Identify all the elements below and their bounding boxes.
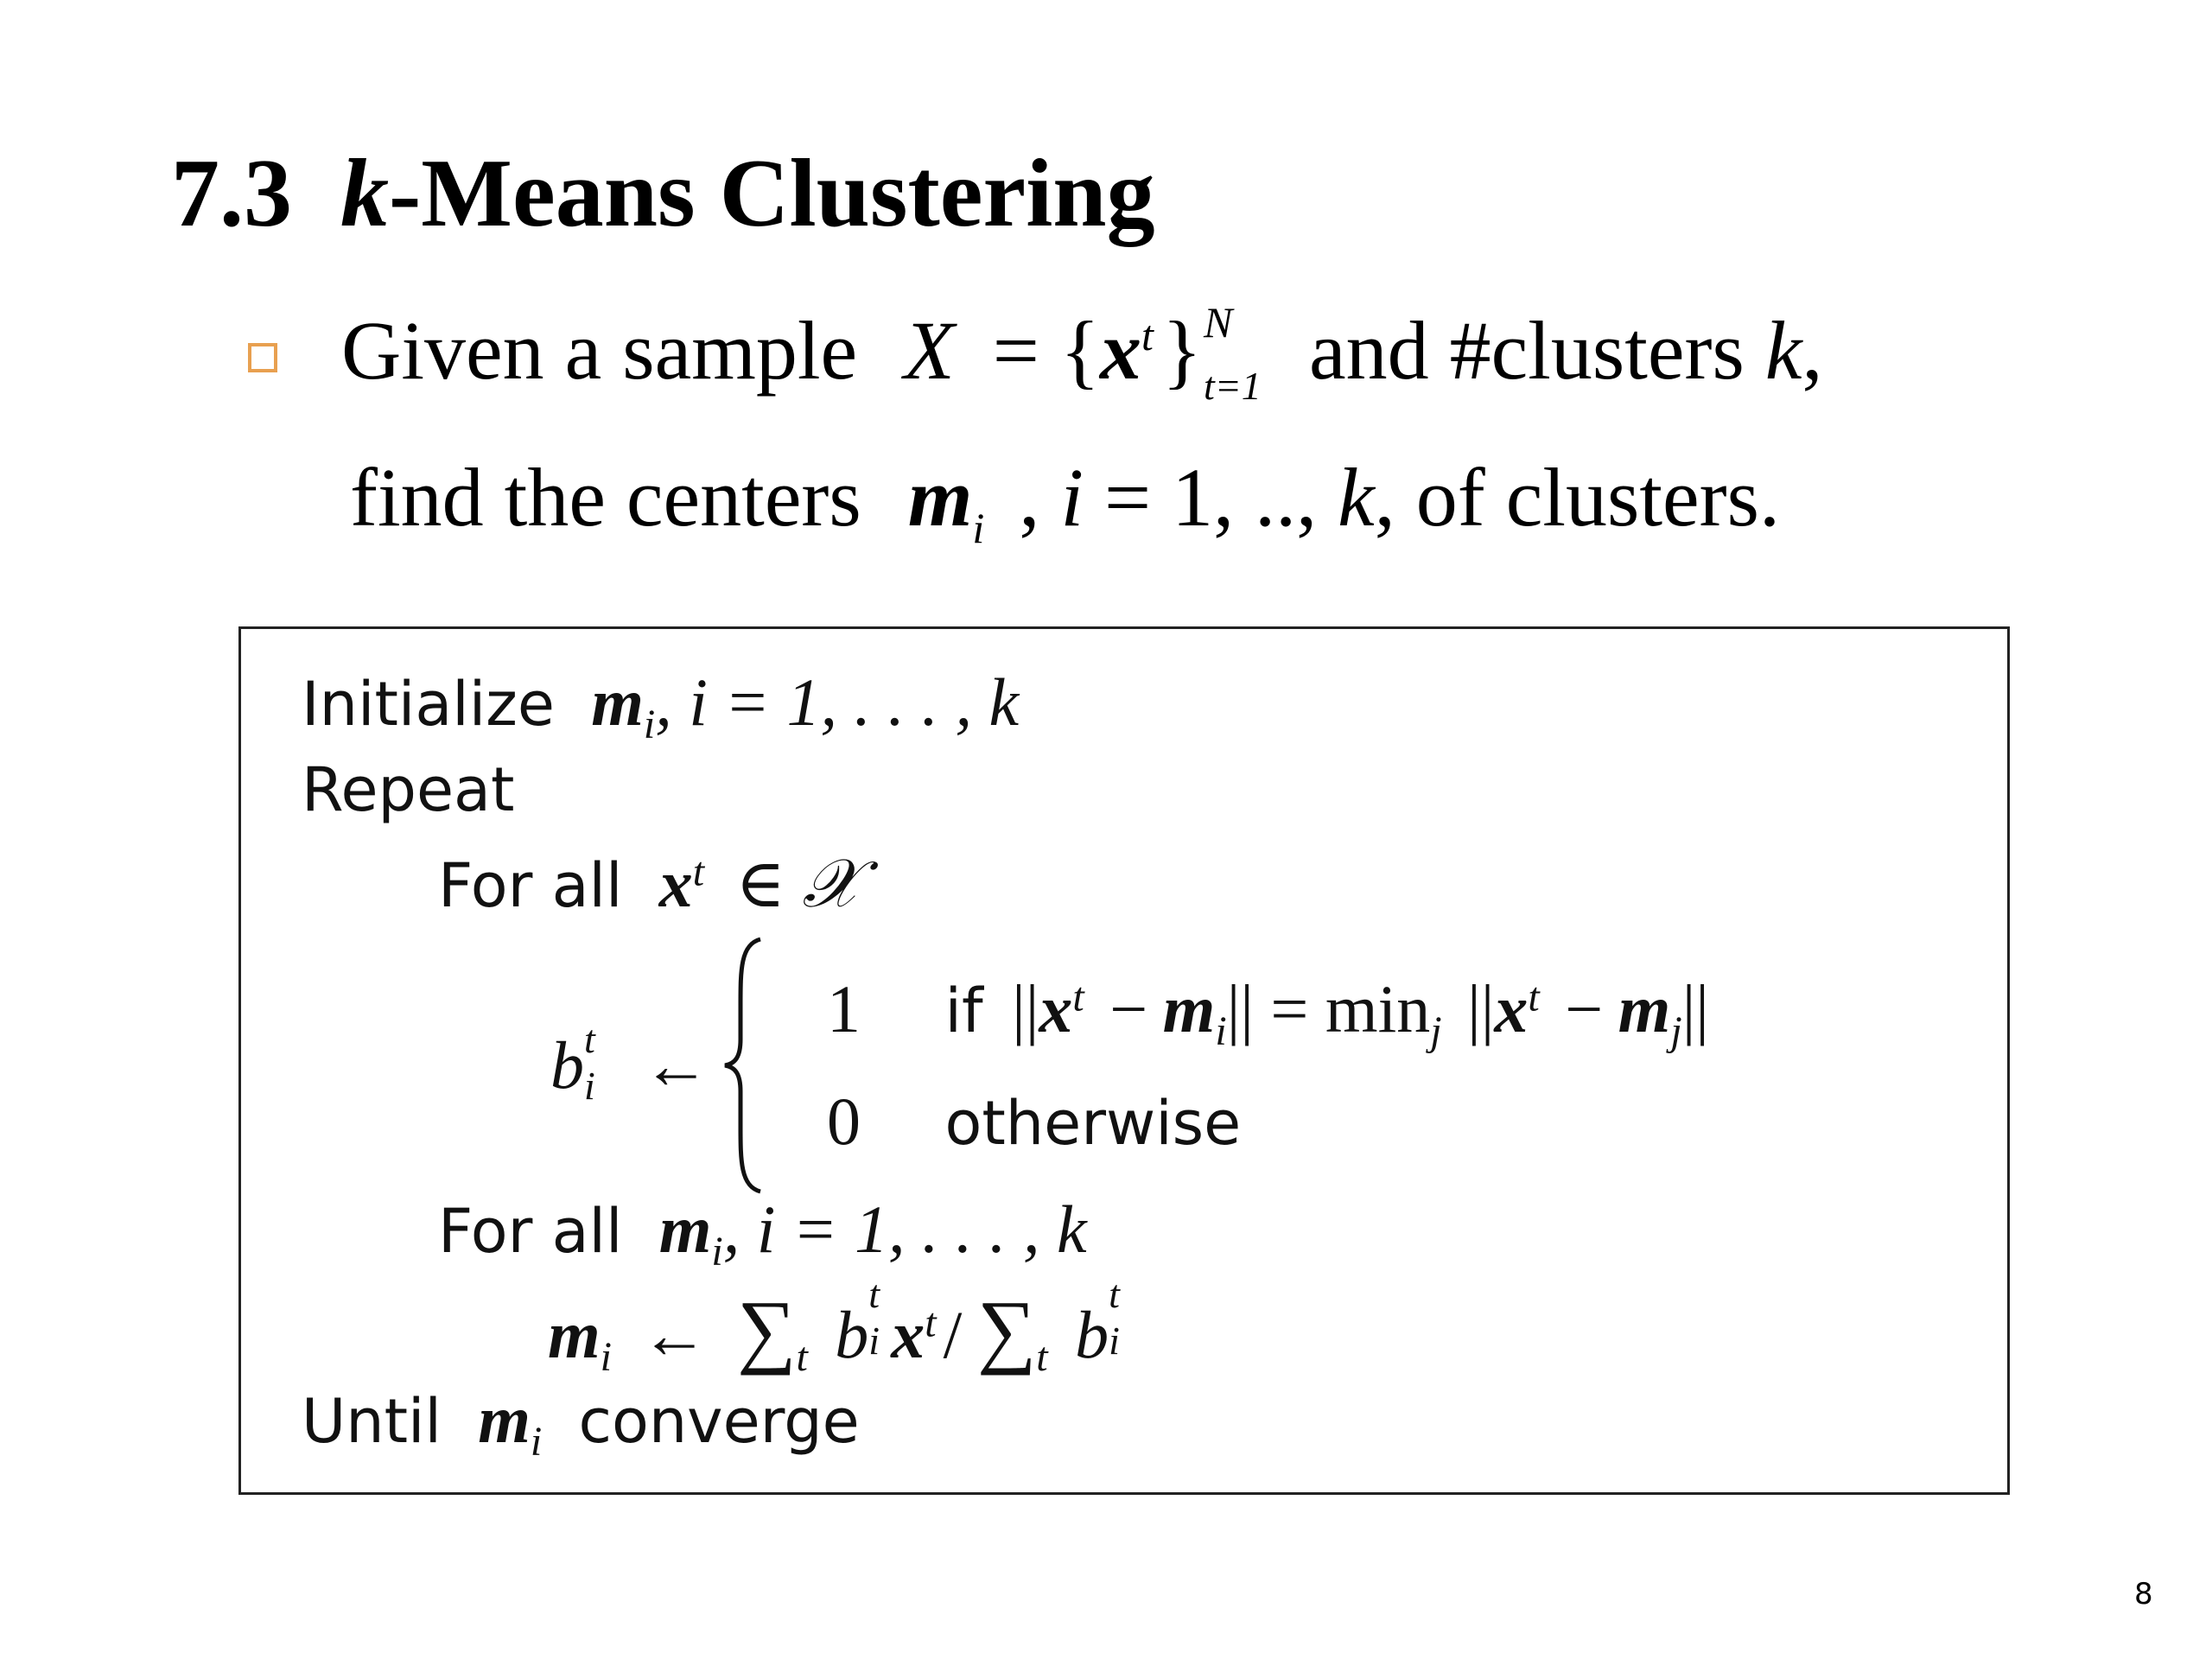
initialize-math: , i = 1, . . . , k xyxy=(655,664,1020,740)
math-sub-t1: t=1 xyxy=(1203,364,1262,408)
cases-brace-icon xyxy=(721,936,765,1195)
math-sup-t: t xyxy=(1141,311,1154,359)
case1-x2-sup: t xyxy=(1528,974,1540,1020)
algo-until xyxy=(302,1381,860,1465)
until-label: Until xyxy=(302,1386,442,1457)
line2-sep: , xyxy=(1019,451,1040,543)
case1-x: x xyxy=(1039,971,1073,1046)
math-close: } xyxy=(1161,304,1202,397)
algorithm-box xyxy=(238,626,2010,1495)
update-b2-sup: t xyxy=(1109,1272,1120,1316)
bullet-square-icon xyxy=(248,343,277,372)
until-m-sub: i xyxy=(530,1419,543,1465)
update-sum2: ∑ xyxy=(976,1283,1037,1376)
math-k: k xyxy=(1764,304,1802,397)
init-m: m xyxy=(591,664,644,740)
math-X: X xyxy=(904,304,955,397)
algo-for-all-x xyxy=(438,845,861,924)
algo-case-1 xyxy=(827,970,1709,1055)
initialize-label: Initialize xyxy=(302,669,555,740)
case1-m: m xyxy=(1162,971,1216,1046)
case1-x2: x xyxy=(1494,971,1529,1046)
algo-initialize xyxy=(302,664,1019,748)
update-sum2-sub: t xyxy=(1036,1334,1048,1380)
case0-value: 0 xyxy=(827,1084,861,1159)
section-number: 7.3 xyxy=(171,140,292,247)
line2-suffix: , of clusters. xyxy=(1374,451,1780,543)
case0-text: otherwise xyxy=(944,1088,1242,1159)
case1-value: 1 xyxy=(827,971,861,1046)
b-arrow: ← xyxy=(642,1027,710,1103)
b-symbol: b xyxy=(550,1027,584,1103)
case1-m-sub: i xyxy=(1215,1008,1227,1054)
case1-end: || xyxy=(1681,971,1709,1046)
bullet-line-1 xyxy=(341,298,1823,408)
bullet-line-1-prefix: Given a sample xyxy=(341,304,858,397)
line2-mid: = 1, .., xyxy=(1104,451,1318,543)
update-arrow: ← xyxy=(640,1297,709,1372)
for-m-sub: i xyxy=(711,1229,723,1274)
update-b-sub: i xyxy=(868,1319,880,1363)
page-number: 8 xyxy=(2134,1577,2153,1611)
for-m: m xyxy=(658,1192,712,1267)
algo-b-assign xyxy=(550,1017,710,1108)
b-sup-t: t xyxy=(584,1017,595,1061)
for-all-label: For all xyxy=(438,850,623,921)
update-x: x xyxy=(891,1297,925,1372)
case1-m2: m xyxy=(1618,971,1671,1046)
update-b2: b xyxy=(1075,1297,1109,1372)
case1-norm-open: || xyxy=(1012,971,1039,1046)
update-sum1: ∑ xyxy=(737,1283,797,1376)
math-i: i xyxy=(1060,451,1084,543)
bullet-line-2-prefix: find the centers xyxy=(350,451,861,543)
for-m-math: , i = 1, . . . , k xyxy=(722,1192,1087,1267)
title-text: -Means Clustering xyxy=(389,140,1155,247)
case1-x-sup: t xyxy=(1072,974,1084,1020)
case1-if: if xyxy=(944,976,983,1046)
update-b2-sub: i xyxy=(1109,1319,1120,1363)
math-sub-i: i xyxy=(972,504,985,553)
b-sub-i: i xyxy=(584,1064,595,1108)
init-sub-i: i xyxy=(643,702,656,747)
update-b-sup: t xyxy=(868,1272,880,1316)
math-k2: k xyxy=(1338,451,1375,543)
case1-minus: − xyxy=(1109,971,1148,1046)
math-m: m xyxy=(907,451,973,543)
case1-min-sub: j xyxy=(1430,1008,1442,1054)
algo-for-all-m xyxy=(438,1191,1087,1275)
repeat-label: Repeat xyxy=(302,754,515,825)
case1-m2-sub: j xyxy=(1670,1008,1682,1054)
for-x-sup-t: t xyxy=(692,849,705,895)
update-sum1-sub: t xyxy=(796,1334,808,1380)
for-x-math: ∈ 𝒳 xyxy=(735,846,861,921)
algo-update xyxy=(548,1272,1131,1381)
bullet-line-1-middle: and #clusters xyxy=(1308,304,1745,397)
update-b: b xyxy=(835,1297,869,1372)
case1-minus2: − xyxy=(1565,971,1604,1046)
converge-label: converge xyxy=(578,1386,860,1457)
update-x-sup: t xyxy=(925,1300,937,1346)
math-eq: = { xyxy=(992,304,1100,397)
update-m: m xyxy=(548,1297,601,1372)
title-k: k xyxy=(340,140,389,247)
for-all-m-label: For all xyxy=(438,1196,623,1267)
case1-eq: || = min xyxy=(1226,971,1431,1046)
math-x: x xyxy=(1100,304,1141,397)
for-x: x xyxy=(658,846,693,921)
math-sup-N: N xyxy=(1203,298,1233,346)
page-title xyxy=(171,138,1155,250)
update-m-sub: i xyxy=(600,1334,613,1380)
until-m: m xyxy=(478,1382,531,1457)
algo-case-0 xyxy=(827,1083,1241,1160)
algo-repeat xyxy=(302,754,514,825)
update-div: / xyxy=(943,1297,963,1372)
bullet-line-2 xyxy=(350,449,1780,553)
case1-norm2-open: || xyxy=(1467,971,1495,1046)
line1-comma: , xyxy=(1802,304,1823,397)
